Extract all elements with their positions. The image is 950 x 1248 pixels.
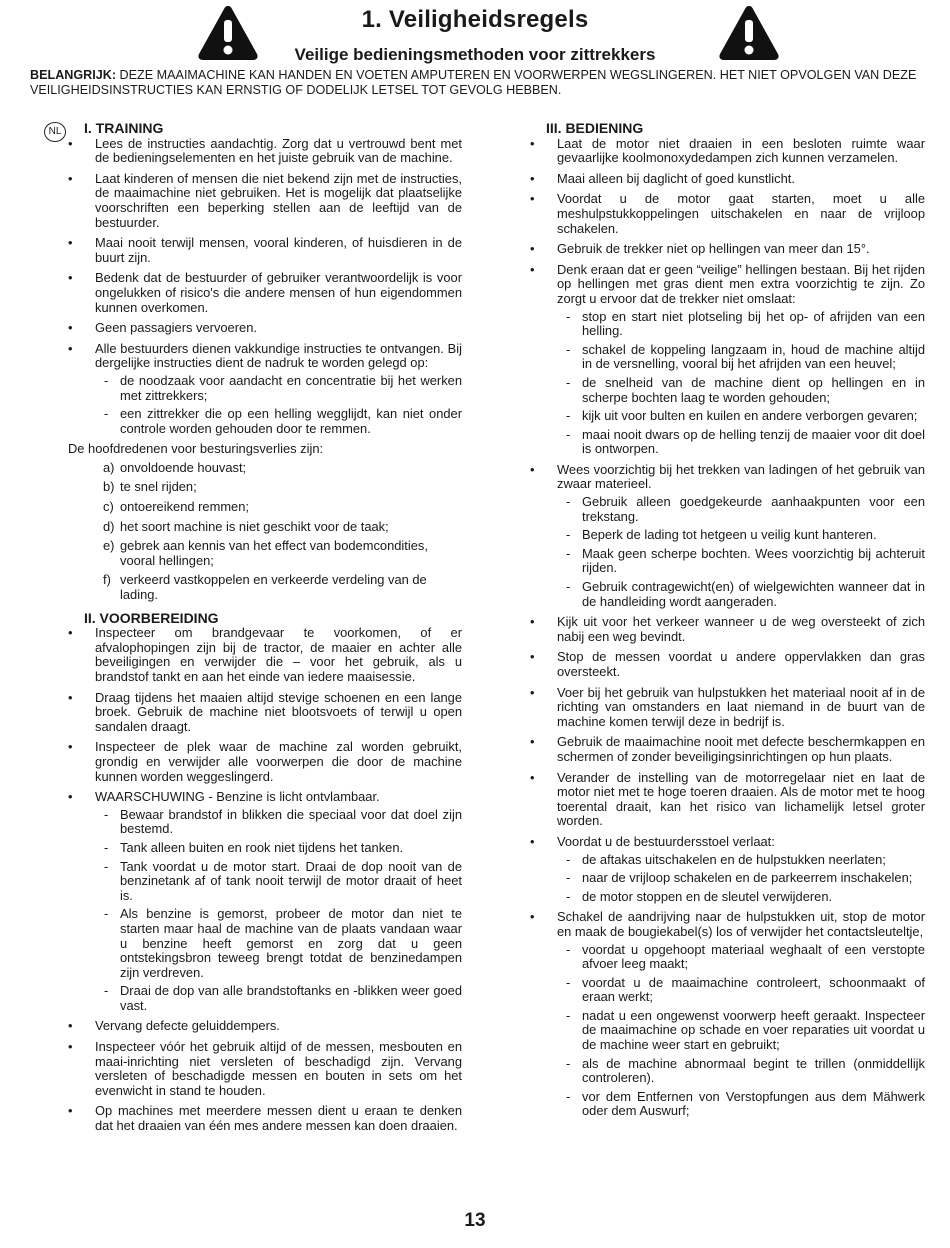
- list-marker: f): [103, 572, 111, 588]
- list-item: • Kijk uit voor het verkeer wanneer u de weg oversteekt of zich nabij een weg bevindt.: [530, 615, 925, 644]
- list-item: • Bedenk dat de bestuurder of gebruiker verantwoordelijk is voor ongelukken of risico's die andere mensen of hun eigendommen kunnen overkomen.: [68, 271, 462, 315]
- list-item: • Gebruik de trekker niet op hellingen van meer dan 15°.: [530, 242, 925, 257]
- list-marker: e): [103, 538, 115, 554]
- list-item: • Maai nooit terwijl mensen, vooral kinderen, of huisdieren in de buurt zijn.: [68, 236, 462, 265]
- list-item-text: Wees voorzichtig bij het trekken van ladingen of het gebruik van zwaar materieel.: [557, 461, 925, 492]
- list-item: • Geen passagiers vervoeren.: [68, 321, 462, 336]
- list-item: [530, 463, 925, 609]
- sub-list-item: - als de machine abnormaal begint te trillen (onmiddellijk controleren).: [557, 1057, 925, 1086]
- sub-list: [557, 495, 925, 609]
- list-item: [68, 573, 462, 602]
- list-item-text: verkeerd vastkoppelen en verkeerde verdeling van de lading.: [120, 572, 427, 603]
- list-item: • Inspecteer de plek waar de machine zal worden gebruikt, grondig en verwijder alle voorwerpen die door de machine kunnen worden weggeslingerd.: [68, 740, 462, 784]
- list-item: • Gebruik de maaimachine nooit met defecte beschermkappen en schermen of zonder beveiligingsinrichtingen op hun plaats.: [530, 735, 925, 764]
- sub-list-item: - de noodzaak voor aandacht en concentratie bij het werken met zittrekkers;: [95, 374, 462, 403]
- list-item: [68, 790, 462, 1013]
- section-title-training: I. TRAINING: [84, 120, 164, 136]
- list-item: [530, 835, 925, 904]
- list-item: • Laat kinderen of mensen die niet bekend zijn met de instructies, de maaimachine niet gebruiken. Het is mogelijk dat plaatselijke voorschriften een beperking stellen aan de leeftijd van de bestuurder.: [68, 172, 462, 230]
- important-text: DEZE MAAIMACHINE KAN HANDEN EN VOETEN AMPUTEREN EN VOORWERPEN WEGSLINGEREN. HET NIET OPVOLGEN VAN DEZE VEILIGHEIDSINSTRUCTIES KAN ERNSTIG OF DODELIJK LETSEL TOT GEVOLG HEBBEN.: [30, 68, 917, 97]
- list-marker: b): [103, 479, 115, 495]
- list-item: • Lees de instructies aandachtig. Zorg dat u vertrouwd bent met de bedieningselementen en het juiste gebruik van de machine.: [68, 137, 462, 166]
- list-item-text: Alle bestuurders dienen vakkundige instructies te ontvangen. Bij dergelijke instructies dient de nadruk te worden gelegd op:: [95, 340, 462, 371]
- list-item: • Draag tijdens het maaien altijd stevige schoenen en een lange broek. Gebruik de machine niet blootsvoets of terwijl u open sandalen draagt.: [68, 691, 462, 735]
- sub-list-item: - Bewaar brandstof in blikken die speciaal voor dat doel zijn bestemd.: [95, 808, 462, 837]
- sub-list-item: - vor dem Entfernen von Verstopfungen aus dem Mähwerk oder dem Auswurf;: [557, 1090, 925, 1119]
- list-marker: a): [103, 459, 115, 475]
- list-item-text: gebrek aan kennis van het effect van bodemcondities, vooral hellingen;: [120, 538, 428, 568]
- sub-list-item: - stop en start niet plotseling bij het op- of afrijden van een helling.: [557, 310, 925, 339]
- sub-list-item: - nadat u een ongewenst voorwerp heeft geraakt. Inspecteer de maaimachine op schade en voer reparaties uit voordat u de machine weer start en gebruikt;: [557, 1009, 925, 1053]
- list-item: • Voer bij het gebruik van hulpstukken het materiaal nooit af in de richting van omstanders en laat niemand in de buurt van de machine komen terwijl deze in bedrijf is.: [530, 686, 925, 730]
- list-item: • Laat de motor niet draaien in een besloten ruimte waar gevaarlijke koolmonoxydedampen zich kunnen verzamelen.: [530, 137, 925, 166]
- preparation-list: [68, 626, 462, 1133]
- sub-list-item: - Gebruik contragewicht(en) of wielgewichten wanneer dat in de handleiding wordt aangeraden.: [557, 580, 925, 609]
- list-item: • Vervang defecte geluiddempers.: [68, 1019, 462, 1034]
- list-marker: d): [103, 518, 115, 534]
- sub-list-item: - de snelheid van de machine dient op hellingen en in scherpe bochten laag te worden gehouden;: [557, 376, 925, 405]
- sub-list: [95, 808, 462, 1014]
- sub-list-item: - voordat u opgehoopt materiaal weghaalt of een verstopte afvoer leeg maakt;: [557, 943, 925, 972]
- sub-list-item: - Tank voordat u de motor start. Draai de dop nooit van de benzinetank af of tank nooit terwijl de motor draait of heet is.: [95, 860, 462, 904]
- sub-list-item: - Beperk de lading tot hetgeen u veilig kunt hanteren.: [557, 528, 925, 543]
- list-item-text: onvoldoende houvast;: [120, 459, 247, 475]
- sub-list-item: - Maak geen scherpe bochten. Wees voorzichtig bij achteruit rijden.: [557, 547, 925, 576]
- sub-list-item: - de aftakas uitschakelen en de hulpstukken neerlaten;: [557, 853, 925, 868]
- sub-list-item: - Gebruik alleen goedgekeurde aanhaakpunten voor een trekstang.: [557, 495, 925, 524]
- sub-list: [557, 310, 925, 457]
- sub-list-item: - schakel de koppeling langzaam in, houd de machine altijd in de versnelling, vooral bij het afrijden van een heuvel;: [557, 343, 925, 372]
- page-title: 1. Veiligheidsregels: [361, 6, 589, 33]
- causes-list: [68, 461, 462, 603]
- list-item: [68, 520, 462, 535]
- page-number: 13: [464, 1210, 486, 1231]
- training-list: [68, 137, 462, 437]
- list-item-text: Voordat u de bestuurdersstoel verlaat:: [557, 833, 775, 849]
- sub-list-item: - een zittrekker die op een helling wegglijdt, kan niet onder controle worden gehouden door te remmen.: [95, 407, 462, 436]
- important-label: BELANGRIJK:: [30, 68, 117, 82]
- operation-list: [530, 137, 925, 1119]
- list-item: [68, 500, 462, 515]
- sub-list-item: - Als benzine is gemorst, probeer de motor dan niet te starten maar haal de machine van de plaats vandaan waar u benzine heeft gemorst en zorg dat u geen ontstekingsbron teweeg brengt totdat de benzinedampen zijn verdreven.: [95, 907, 462, 980]
- list-item-text: Denk eraan dat er geen “veilige” hellingen bestaan. Bij het rijden op hellingen met gras dient men extra voorzichtig te zijn. Zo zorgt u ervoor dat de trekker niet omslaat:: [557, 261, 925, 306]
- language-badge: NL: [44, 122, 66, 142]
- section-title-preparation: II. VOORBEREIDING: [84, 609, 219, 626]
- sub-list-item: - de motor stoppen en de sleutel verwijderen.: [557, 890, 925, 905]
- page-subtitle: Veilige bedieningsmethoden voor zittrekkers: [294, 45, 656, 64]
- left-column: [68, 121, 462, 1140]
- causes-intro: De hoofdredenen voor besturingsverlies zijn:: [68, 441, 324, 457]
- list-item-text: Schakel de aandrijving naar de hulpstukken uit, stop de motor en maak de bougiekabel(s) los of verwijder het contactsleuteltje,: [557, 909, 925, 939]
- sub-list-item: - voordat u de maaimachine controleert, schoonmaakt of eraan werkt;: [557, 976, 925, 1005]
- list-item: [68, 539, 462, 568]
- list-item: [68, 461, 462, 476]
- list-item: • Inspecteer om brandgevaar te voorkomen, of er afvalophopingen zijn bij de tractor, de maaier en achter alle beveiligingen en verwijder die – voor het gebruik, als u brandstof tankt en aan het einde van iedere maaisessie.: [68, 626, 462, 684]
- list-marker: c): [103, 499, 114, 515]
- sub-list: [557, 853, 925, 905]
- sub-list-item: - naar de vrijloop schakelen en de parkeerrem inschakelen;: [557, 871, 925, 886]
- list-item-text: ontoereikend remmen;: [120, 499, 249, 515]
- list-item: [68, 480, 462, 495]
- important-notice: [30, 68, 925, 98]
- sub-list-item: - Tank alleen buiten en rook niet tijdens het tanken.: [95, 841, 462, 856]
- warning-icon: [718, 4, 780, 62]
- section-title-operation: III. BEDIENING: [546, 120, 644, 136]
- list-item: • Voordat u de motor gaat starten, moet u alle meshulpstukkoppelingen uitschakelen en naar de vrijloop schakelen.: [530, 192, 925, 236]
- sub-list: [557, 943, 925, 1120]
- list-item: • Op machines met meerdere messen dient u eraan te denken dat het draaien van één mes andere messen kan doen draaien.: [68, 1104, 462, 1133]
- list-item: • Stop de messen voordat u andere oppervlakken dan gras oversteekt.: [530, 650, 925, 679]
- list-item-text: WAARSCHUWING - Benzine is licht ontvlambaar.: [95, 789, 380, 805]
- list-item: [68, 342, 462, 437]
- sub-list-item: - Draai de dop van alle brandstoftanks en -blikken weer goed vast.: [95, 984, 462, 1013]
- list-item-text: te snel rijden;: [120, 479, 197, 495]
- list-item: • Inspecteer vóór het gebruik altijd of de messen, mesbouten en maai-inrichting niet versleten of beschadigd zijn. Vervang versleten of beschadigde messen en bouten in sets om het evenwicht in stand te houden.: [68, 1040, 462, 1098]
- sub-list-item: - maai nooit dwars op de helling tenzij de maaier voor dit doel is ontworpen.: [557, 428, 925, 457]
- right-column: [530, 121, 925, 1125]
- list-item: [530, 263, 925, 457]
- list-item: • Verander de instelling van de motorregelaar niet en laat de motor niet met te hoge toeren draaien. Als de motor met te hoog toerental draait, kan het risico van lichamelijk letsel groter worden.: [530, 771, 925, 829]
- sub-list-item: - kijk uit voor bulten en kuilen en andere verborgen gevaren;: [557, 409, 925, 424]
- list-item-text: het soort machine is niet geschikt voor de taak;: [120, 518, 389, 534]
- list-item: [530, 910, 925, 1119]
- page-header: [0, 0, 950, 72]
- sub-list: [95, 374, 462, 436]
- list-item: • Maai alleen bij daglicht of goed kunstlicht.: [530, 172, 925, 187]
